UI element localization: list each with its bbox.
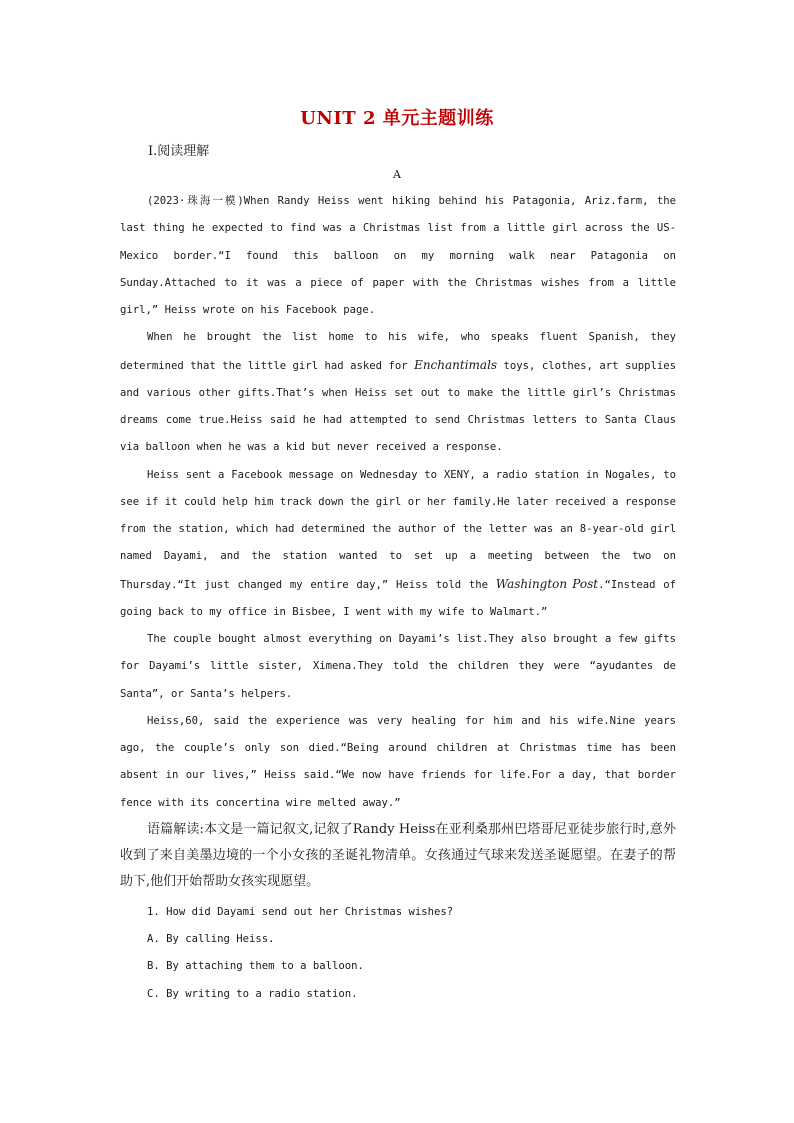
option-b: B. By attaching them to a balloon. <box>147 960 364 973</box>
paragraph-3-text-a: Heiss sent a Facebook message on Wednesday to XENY, a radio station in Nogales, to see if it could help him track down the girl or her family.He later received a response from the station, which had determined the author of the letter was an 8-year-old girl named Dayami, and the station wanted to set up a meeting between the two on Thursday.“It just changed my entire day,” Heiss told the <box>120 468 676 591</box>
paragraph-2-text-b: toys, clothes, art supplies and various other gifts.That’s when Heiss set out to make the little girl’s Christmas dreams come true.Heiss said he had attempted to send Christmas letters to Santa Claus via balloon when he was a kid but never received a response. <box>120 359 676 454</box>
paragraph-3 <box>120 462 676 627</box>
option-a: A. By calling Heiss. <box>147 933 275 945</box>
paragraph-2 <box>120 324 676 461</box>
paragraph-2-italic: Enchantimals <box>414 357 498 372</box>
question-stem: 1. How did Dayami send out her Christmas wishes? <box>147 905 454 918</box>
section-heading: Ⅰ.阅读理解 <box>148 144 210 159</box>
paragraph-1: (2023·珠海一模)When Randy Heiss went hiking behind his Patagonia, Ariz.farm, the last thing he expected to find was a Christmas list from a little girl across the US-Mexico border.“I found this balloon on my morning walk near Patagonia on Sunday.Attached to it was a piece of paper with the Christmas wishes from a little girl,” Heiss wrote on his Facebook page. <box>120 195 676 316</box>
paragraph-4: The couple bought almost everything on Dayami’s list.They also brought a few gifts for Dayami’s little sister, Ximena.They told the children they were “ayudantes de Santa”, or Santa’s helpers. <box>120 633 676 700</box>
passage-analysis: 语篇解读:本文是一篇记叙文,记叙了Randy Heiss在亚利桑那州巴塔哥尼亚徒步旅行时,意外收到了来自美墨边境的一个小女孩的圣诞礼物清单。女孩通过气球来发送圣诞愿望。在妻子的帮助下,他们开始帮助女孩实现愿望。 <box>120 821 676 889</box>
paragraph-2-text-a: When he brought the list home to his wife, who speaks fluent Spanish, they determined that the little girl had asked for <box>120 331 676 372</box>
paragraph-3-italic: Washington Post <box>495 576 599 591</box>
paragraph-5: Heiss,60, said the experience was very healing for him and his wife.Nine years ago, the couple’s only son died.“Being around children at Christmas time has been absent in our lives,” Heiss said.“We now have friends for life.For a day, that border fence with its concertina wire melted away.” <box>120 714 676 809</box>
paragraph-3-text-b: .“Instead of going back to my office in Bisbee, I went with my wife to Walmart.” <box>120 578 677 618</box>
passage-body <box>120 188 676 1008</box>
passage-label: A <box>393 168 401 181</box>
page-title: UNIT 2 单元主题训练 <box>300 108 494 129</box>
option-c: C. By writing to a radio station. <box>147 987 358 1000</box>
